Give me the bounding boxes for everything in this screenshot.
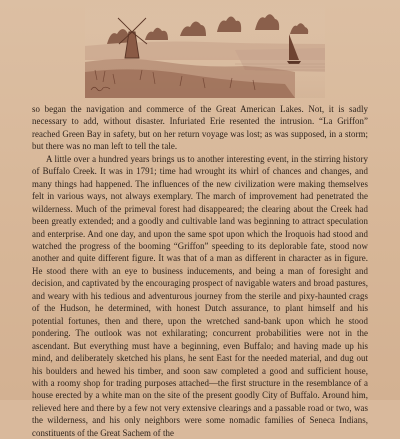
landscape-engraving: [85, 0, 325, 98]
engraver-signature-icon: [90, 79, 112, 87]
body-text: [32, 103, 368, 439]
paragraph: A little over a hundred years brings us to another interesting event, in the stirring history of Buffalo Creek. It was in 1791; time had wrought its whirl of chances and changes, and many things had happened. The influences of the new civilization were making themselves felt in various ways, not always exemplary. The march of improvement had penetrated the wilderness. Much of the primeval forest had disappeared; the clearing about the Creek had been greatly extended; and a goodly and cultivable land was beginning to attract speculation and enterprise. And one day, and upon the same spot upon which the Iroquois had stood and watched the progress of the booming “Griffon” speeding to its deplorable fate, stood now another and quite different figure. It was that of a man as different in character as in figure. He stood there with an eye to business inducements, and being a man of foresight and decision, and captivated by the encouraging prospect of navigable waters and broad pastures, and weary with his tedious and adventurous journey from the sterile and pixy-haunted crags of the Hudson, he determined, with honest Dutch assurance, to plant himself and his potential fortunes, then and there, upon the wretched sand-bank upon which he stood pondering. The outlook was not exhilarating; concurrent probabilities were not in the ascendant. But everything must have a beginning, even Buffalo; and having made up his mind, and deliberately sketched his plans, he sent East for the needed material, and dug out his boulders and hewed his timber, and soon saw completed a good and sufficient house, with a roomy shop for trading purposes attached—the first structure in the resemblance of a house erected by a white man on the site of the present goodly City of Buffalo. Around him, relieved here and there by a few not very extensive clearings and a passable road or two, was the wilderness, and his only neighbors were some nomadic families of Seneca Indians, constituents of the Great Sachem of the: [32, 153, 368, 438]
paragraph: so began the navigation and commerce of the Great American Lakes. Not, it is sadly necessary to add, without disaster. Infuriated Erie resented the intrusion. “La Griffon” reached Green Bay in safety, but on her return voyage was lost; as was supposed, in a storm; but there was no man left to tell the tale.: [32, 104, 368, 152]
